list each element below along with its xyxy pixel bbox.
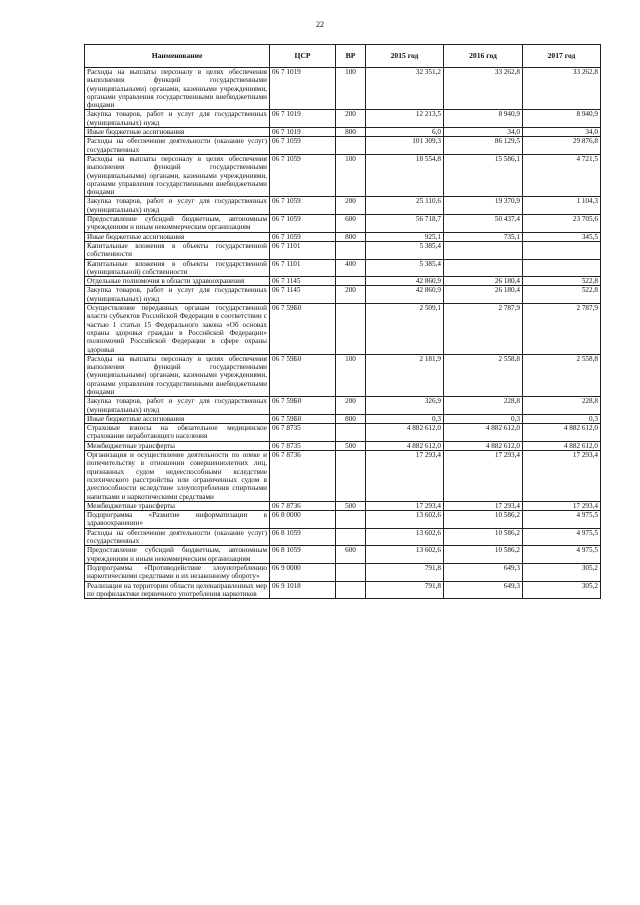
table-row — [85, 397, 601, 415]
cell-2016: 4 882 612,0 — [444, 424, 523, 442]
table-header-row — [85, 45, 601, 68]
cell-csr: 06 7 59Б0 — [270, 414, 336, 423]
cell-name: Иные бюджетные ассигнования — [85, 414, 270, 423]
cell-name: Межбюджетные трансферты — [85, 441, 270, 450]
cell-2015: 32 351,2 — [366, 68, 444, 110]
cell-vr: 200 — [336, 197, 366, 215]
cell-2016: 17 293,4 — [444, 501, 523, 510]
cell-2015: 25 110,6 — [366, 197, 444, 215]
cell-vr — [336, 581, 366, 599]
cell-2017: 34,0 — [523, 128, 601, 137]
cell-2016: 10 586,2 — [444, 546, 523, 564]
cell-2017: 4 975,5 — [523, 511, 601, 529]
cell-2017: 4 975,5 — [523, 546, 601, 564]
table-row — [85, 451, 601, 502]
cell-vr: 100 — [336, 68, 366, 110]
cell-csr: 06 7 8735 — [270, 441, 336, 450]
cell-name: Капитальные вложения в объекты государственной (муниципальной) собственности — [85, 259, 270, 277]
cell-vr: 500 — [336, 441, 366, 450]
table-row — [85, 441, 601, 450]
cell-csr: 06 7 1059 — [270, 154, 336, 196]
cell-2017 — [523, 259, 601, 277]
cell-2017: 305,2 — [523, 563, 601, 581]
cell-name: Закупка товаров, работ и услуг для государственных (муниципальных) нужд — [85, 110, 270, 128]
table-row — [85, 286, 601, 304]
table-row — [85, 277, 601, 286]
table-row — [85, 501, 601, 510]
cell-vr: 600 — [336, 546, 366, 564]
cell-2017: 29 876,8 — [523, 137, 601, 155]
cell-name: Иные бюджетные ассигнования — [85, 232, 270, 241]
cell-2015: 12 213,5 — [366, 110, 444, 128]
table-row — [85, 68, 601, 110]
cell-csr: 06 7 1059 — [270, 197, 336, 215]
table-row — [85, 414, 601, 423]
cell-2016: 26 180,4 — [444, 277, 523, 286]
cell-vr: 800 — [336, 128, 366, 137]
table-body — [85, 68, 601, 599]
cell-2016: 33 262,8 — [444, 68, 523, 110]
table-row — [85, 232, 601, 241]
cell-2016: 0,3 — [444, 414, 523, 423]
cell-name: Межбюджетные трансферты — [85, 501, 270, 510]
header-name: Наименование — [85, 45, 270, 68]
cell-name: Расходы на выплаты персоналу в целях обеспечения выполнения функций государственными (муниципальными) органами, казенными учреждениями, органами управления государственными внебюджетными фондами — [85, 154, 270, 196]
cell-csr: 06 7 1019 — [270, 110, 336, 128]
cell-vr: 500 — [336, 501, 366, 510]
table-row — [85, 528, 601, 546]
cell-2015: 13 602,6 — [366, 528, 444, 546]
cell-csr: 06 7 1059 — [270, 232, 336, 241]
cell-2017: 305,2 — [523, 581, 601, 599]
cell-2015: 2 509,1 — [366, 304, 444, 355]
cell-csr: 06 7 1059 — [270, 137, 336, 155]
cell-2016 — [444, 259, 523, 277]
cell-csr: 06 8 1059 — [270, 528, 336, 546]
cell-2015: 5 385,4 — [366, 241, 444, 259]
cell-2016: 2 787,9 — [444, 304, 523, 355]
cell-vr: 200 — [336, 397, 366, 415]
header-2017: 2017 год — [523, 45, 601, 68]
cell-csr: 06 7 59Б0 — [270, 397, 336, 415]
cell-csr: 06 7 1059 — [270, 215, 336, 233]
cell-2017: 4 975,5 — [523, 528, 601, 546]
cell-name: Закупка товаров, работ и услуг для государственных (муниципальных) нужд — [85, 197, 270, 215]
cell-name: Расходы на обеспечение деятельности (оказание услуг) государственных — [85, 137, 270, 155]
cell-csr: 06 7 1019 — [270, 68, 336, 110]
cell-2017: 8 940,9 — [523, 110, 601, 128]
cell-vr: 800 — [336, 414, 366, 423]
cell-csr: 06 7 1145 — [270, 277, 336, 286]
cell-2016: 649,3 — [444, 581, 523, 599]
cell-vr: 100 — [336, 154, 366, 196]
cell-2015: 56 718,7 — [366, 215, 444, 233]
table-row — [85, 137, 601, 155]
cell-2015: 17 293,4 — [366, 501, 444, 510]
cell-name: Страховые взносы на обязательное медицинское страхование неработающего населения — [85, 424, 270, 442]
cell-2016: 735,1 — [444, 232, 523, 241]
cell-2016: 19 370,9 — [444, 197, 523, 215]
cell-2017: 522,8 — [523, 277, 601, 286]
cell-name: Расходы на выплаты персоналу в целях обеспечения выполнения функций государственными (муниципальными) органами, казенными учреждениями, органами управления государственными внебюджетными фондами — [85, 354, 270, 396]
table-row — [85, 581, 601, 599]
cell-2016: 34,0 — [444, 128, 523, 137]
cell-vr — [336, 424, 366, 442]
cell-2015: 791,8 — [366, 563, 444, 581]
cell-name: Подпрограмма «Противодействие злоупотреблению наркотическими средствами и их незаконному обороту» — [85, 563, 270, 581]
cell-2015: 4 882 612,0 — [366, 441, 444, 450]
cell-2016: 2 558,8 — [444, 354, 523, 396]
cell-2016: 8 940,9 — [444, 110, 523, 128]
cell-2015: 101 309,3 — [366, 137, 444, 155]
cell-2017: 0,3 — [523, 414, 601, 423]
cell-2017: 17 293,4 — [523, 451, 601, 502]
cell-2015: 17 293,4 — [366, 451, 444, 502]
cell-csr: 06 7 1145 — [270, 286, 336, 304]
cell-vr — [336, 511, 366, 529]
table-row — [85, 304, 601, 355]
cell-2015: 4 882 612,0 — [366, 424, 444, 442]
cell-vr: 400 — [336, 259, 366, 277]
cell-name: Капитальные вложения в объекты государственной собственности — [85, 241, 270, 259]
cell-2016: 86 129,5 — [444, 137, 523, 155]
table-row — [85, 197, 601, 215]
cell-2016: 4 882 612,0 — [444, 441, 523, 450]
table-row — [85, 110, 601, 128]
cell-name: Иные бюджетные ассигнования — [85, 128, 270, 137]
cell-2015: 42 860,9 — [366, 277, 444, 286]
cell-2015: 925,1 — [366, 232, 444, 241]
table-row — [85, 154, 601, 196]
cell-2017: 228,8 — [523, 397, 601, 415]
cell-vr — [336, 563, 366, 581]
cell-vr: 200 — [336, 110, 366, 128]
table-row — [85, 424, 601, 442]
cell-2017: 4 882 612,0 — [523, 424, 601, 442]
header-2015: 2015 год — [366, 45, 444, 68]
cell-csr: 06 9 1018 — [270, 581, 336, 599]
cell-name: Подпрограмма «Развитие информатизации в здравоохранении» — [85, 511, 270, 529]
cell-2015: 6,0 — [366, 128, 444, 137]
cell-csr: 06 7 1101 — [270, 241, 336, 259]
page-number: 22 — [316, 20, 324, 29]
cell-2017: 2 787,9 — [523, 304, 601, 355]
cell-vr — [336, 528, 366, 546]
cell-2015: 13 602,6 — [366, 511, 444, 529]
cell-csr: 06 7 59Б0 — [270, 304, 336, 355]
cell-csr: 06 7 8736 — [270, 451, 336, 502]
table-row — [85, 128, 601, 137]
table-row — [85, 354, 601, 396]
table-row — [85, 215, 601, 233]
cell-2017: 4 721,5 — [523, 154, 601, 196]
cell-2015: 326,9 — [366, 397, 444, 415]
cell-name: Расходы на обеспечение деятельности (оказание услуг) государственных — [85, 528, 270, 546]
cell-2015: 42 860,9 — [366, 286, 444, 304]
cell-vr: 100 — [336, 354, 366, 396]
cell-2015: 2 181,9 — [366, 354, 444, 396]
cell-csr: 06 7 59Б0 — [270, 354, 336, 396]
cell-2016: 228,8 — [444, 397, 523, 415]
cell-vr — [336, 451, 366, 502]
cell-2017: 33 262,8 — [523, 68, 601, 110]
cell-2017: 345,5 — [523, 232, 601, 241]
cell-2016: 15 586,1 — [444, 154, 523, 196]
cell-2017 — [523, 241, 601, 259]
cell-name: Отдельные полномочия в области здравоохранения — [85, 277, 270, 286]
cell-2017: 4 882 612,0 — [523, 441, 601, 450]
cell-2016: 17 293,4 — [444, 451, 523, 502]
cell-csr: 06 7 8736 — [270, 501, 336, 510]
cell-csr: 06 7 1101 — [270, 259, 336, 277]
table-row — [85, 241, 601, 259]
cell-2016: 10 586,2 — [444, 528, 523, 546]
table-row — [85, 259, 601, 277]
cell-name: Организация и осуществление деятельности по опеке и попечительству в отношении совершеннолетних лиц, признанных судом недееспособными вследствие психического расстройства или ограниченных судом в дееспособности вследствие злоупотребления спиртными напитками и наркотическими средствами — [85, 451, 270, 502]
cell-2015: 791,8 — [366, 581, 444, 599]
cell-name: Осуществление переданных органам государственной власти субъектов Российской Федерации в соответствии с частью 1 статьи 15 Федерального закона «Об основах охраны здоровья граждан в Российской Федерации» полномочий Российской Федерации в сфере охраны здоровья — [85, 304, 270, 355]
table-row — [85, 546, 601, 564]
cell-2016: 26 180,4 — [444, 286, 523, 304]
cell-name: Закупка товаров, работ и услуг для государственных (муниципальных) нужд — [85, 397, 270, 415]
cell-vr: 800 — [336, 232, 366, 241]
cell-2016: 10 586,2 — [444, 511, 523, 529]
cell-2016: 50 437,4 — [444, 215, 523, 233]
cell-2017: 522,8 — [523, 286, 601, 304]
cell-vr — [336, 304, 366, 355]
cell-2017: 17 293,4 — [523, 501, 601, 510]
cell-csr: 06 7 8735 — [270, 424, 336, 442]
header-vr: ВР — [336, 45, 366, 68]
header-csr: ЦСР — [270, 45, 336, 68]
cell-2017: 2 558,8 — [523, 354, 601, 396]
cell-vr — [336, 277, 366, 286]
cell-2015: 0,3 — [366, 414, 444, 423]
cell-csr: 06 7 1019 — [270, 128, 336, 137]
cell-vr: 600 — [336, 215, 366, 233]
cell-2015: 13 602,6 — [366, 546, 444, 564]
cell-vr — [336, 137, 366, 155]
cell-csr: 06 8 1059 — [270, 546, 336, 564]
cell-name: Реализация на территории области целенаправленных мер по профилактике первичного употребления наркотиков — [85, 581, 270, 599]
cell-name: Предоставление субсидий бюджетным, автономным учреждениям и иным некоммерческим организациям — [85, 546, 270, 564]
cell-2017: 23 705,6 — [523, 215, 601, 233]
cell-2017: 1 104,3 — [523, 197, 601, 215]
table-row — [85, 511, 601, 529]
cell-2015: 5 385,4 — [366, 259, 444, 277]
cell-2016: 649,3 — [444, 563, 523, 581]
budget-table — [84, 44, 601, 599]
table-row — [85, 563, 601, 581]
cell-csr: 06 8 0000 — [270, 511, 336, 529]
header-2016: 2016 год — [444, 45, 523, 68]
cell-name: Расходы на выплаты персоналу в целях обеспечения выполнения функций государственными (муниципальными) органами, казенными учреждениями, органами управления государственными внебюджетными фондами — [85, 68, 270, 110]
cell-2016 — [444, 241, 523, 259]
cell-name: Предоставление субсидий бюджетным, автономным учреждениям и иным некоммерческим организациям — [85, 215, 270, 233]
cell-vr — [336, 241, 366, 259]
cell-vr: 200 — [336, 286, 366, 304]
cell-name: Закупка товаров, работ и услуг для государственных (муниципальных) нужд — [85, 286, 270, 304]
cell-2015: 18 554,8 — [366, 154, 444, 196]
cell-csr: 06 9 0000 — [270, 563, 336, 581]
